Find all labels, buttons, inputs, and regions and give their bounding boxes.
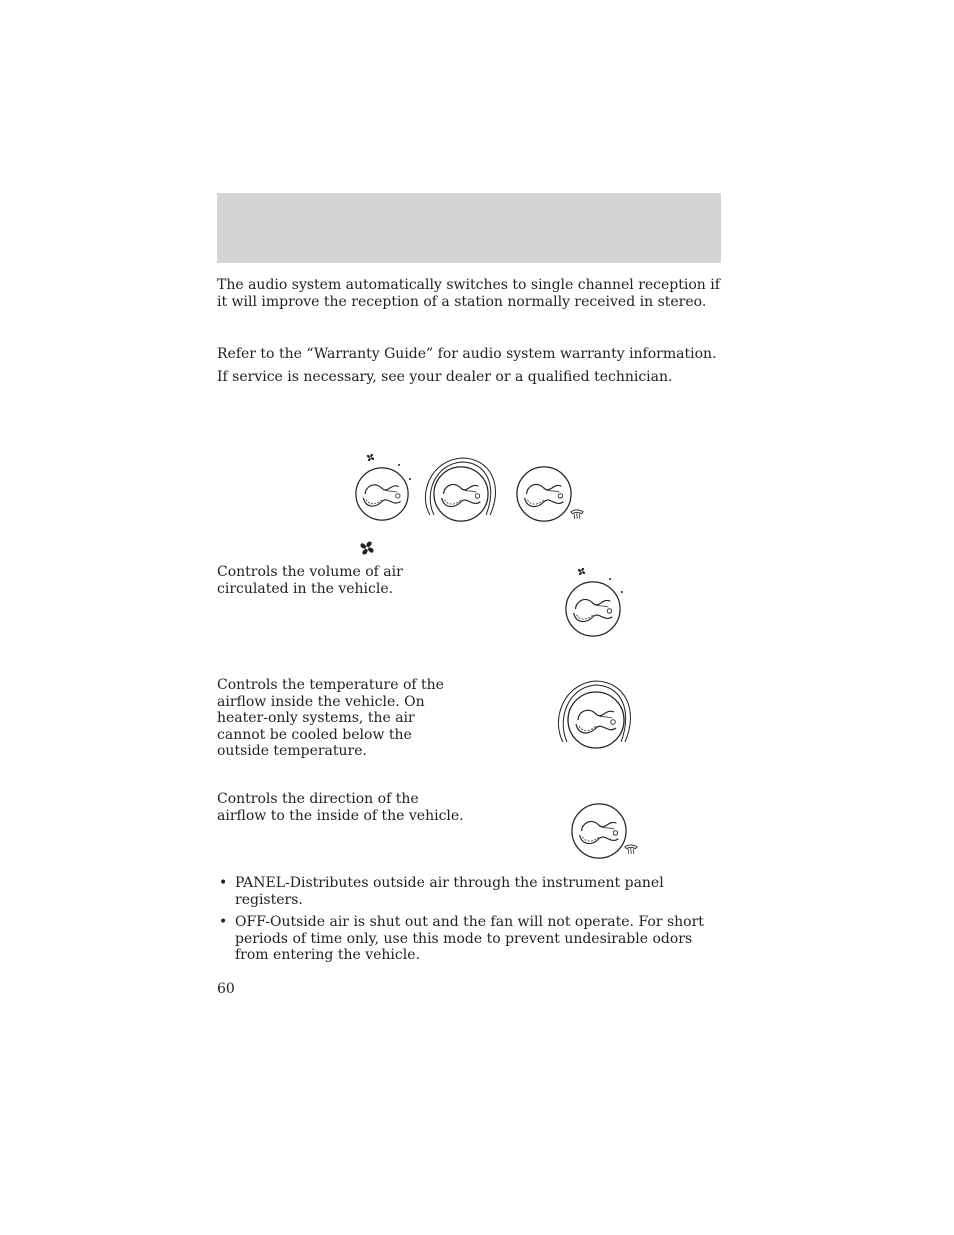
fan-speed-knob-overview bbox=[352, 452, 424, 524]
panel-mode-text: PANEL-Distributes outside air through the instrument panel registers. bbox=[235, 875, 664, 908]
mode-knob-overview bbox=[513, 463, 589, 527]
temperature-knob bbox=[553, 678, 637, 752]
mono-reception-paragraph: The audio system automatically switches to single channel reception if it will improve the reception of a station normally received in stereo. bbox=[217, 277, 720, 310]
fan-speed-knob bbox=[562, 566, 634, 638]
warranty-paragraph: Refer to the “Warranty Guide” for audio system warranty information. bbox=[217, 346, 717, 362]
mode-options-list bbox=[217, 875, 722, 970]
fan-icon bbox=[357, 538, 377, 558]
list-item bbox=[217, 914, 722, 964]
mode-knob bbox=[568, 800, 644, 862]
mode-control-description: Controls the direction of the airflow to the inside of the vehicle. bbox=[217, 791, 464, 824]
temperature-control-description: Controls the temperature of the airflow inside the vehicle. On heater-only systems, the air cannot be cooled below the outside temperature. bbox=[217, 677, 444, 759]
temperature-knob-overview bbox=[420, 455, 502, 525]
bullet-symbol: • bbox=[219, 914, 228, 930]
service-paragraph: If service is necessary, see your dealer or a qualified technician. bbox=[217, 369, 673, 385]
list-item bbox=[217, 875, 722, 908]
page-number: 60 bbox=[217, 981, 235, 997]
off-mode-text: OFF-Outside air is shut out and the fan will not operate. For short periods of time only, use this mode to prevent undesirable odors from entering the vehicle. bbox=[235, 914, 704, 963]
bullet-symbol: • bbox=[219, 875, 228, 891]
section-header-band bbox=[217, 193, 721, 263]
fan-control-description: Controls the volume of air circulated in the vehicle. bbox=[217, 564, 403, 597]
